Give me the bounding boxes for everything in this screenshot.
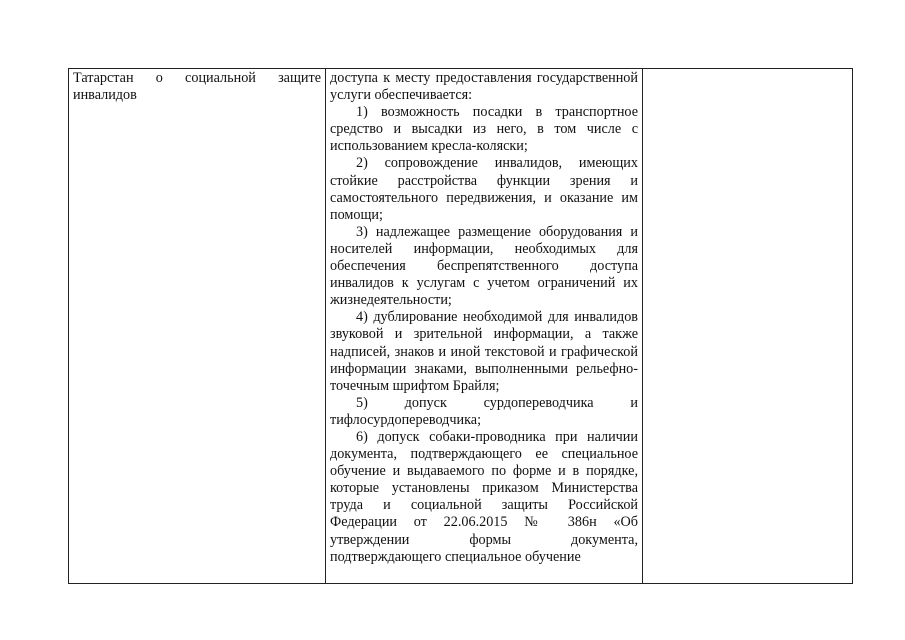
- paragraph-item-1: 1) возможность посадки в транспортное средство и высадки из него, в том числе с использованием кресла-коляски;: [330, 104, 638, 155]
- paragraph-item-6: 6) допуск собаки-проводника при наличии документа, подтверждающего ее специальное обучение и выдаваемого по форме и в порядке, которые установлены приказом Министерства труда и социальной защиты Российской Федерации от 22.06.2015 № 386н «Об утверждении формы документа, подтверждающего специальное обучение: [330, 428, 638, 565]
- table-cell-law-name: [69, 69, 326, 584]
- paragraph-intro: доступа к месту предоставления государственной услуги обеспечивается:: [330, 70, 638, 104]
- table-cell-requirements: [326, 69, 643, 584]
- requirements-text: [330, 70, 638, 566]
- table-row: [69, 69, 853, 584]
- paragraph-item-5: 5) допуск сурдопереводчика и тифлосурдопереводчика;: [330, 394, 638, 428]
- table-cell-empty: [643, 69, 853, 584]
- paragraph-item-2: 2) сопровождение инвалидов, имеющих стойкие расстройства функции зрения и самостоятельного передвижения, и оказание им помощи;: [330, 155, 638, 223]
- law-name-text: Татарстан о социальной защите инвалидов: [73, 70, 321, 104]
- document-table: [68, 68, 853, 584]
- paragraph-item-4: 4) дублирование необходимой для инвалидов звуковой и зрительной информации, а также надписей, знаков и иной текстовой и графической информации знаками, выполненными рельефно-точечным шрифтом Брайля;: [330, 309, 638, 394]
- paragraph-item-3: 3) надлежащее размещение оборудования и носителей информации, необходимых для обеспечения беспрепятственного доступа инвалидов к услугам с учетом ограничений их жизнедеятельности;: [330, 223, 638, 309]
